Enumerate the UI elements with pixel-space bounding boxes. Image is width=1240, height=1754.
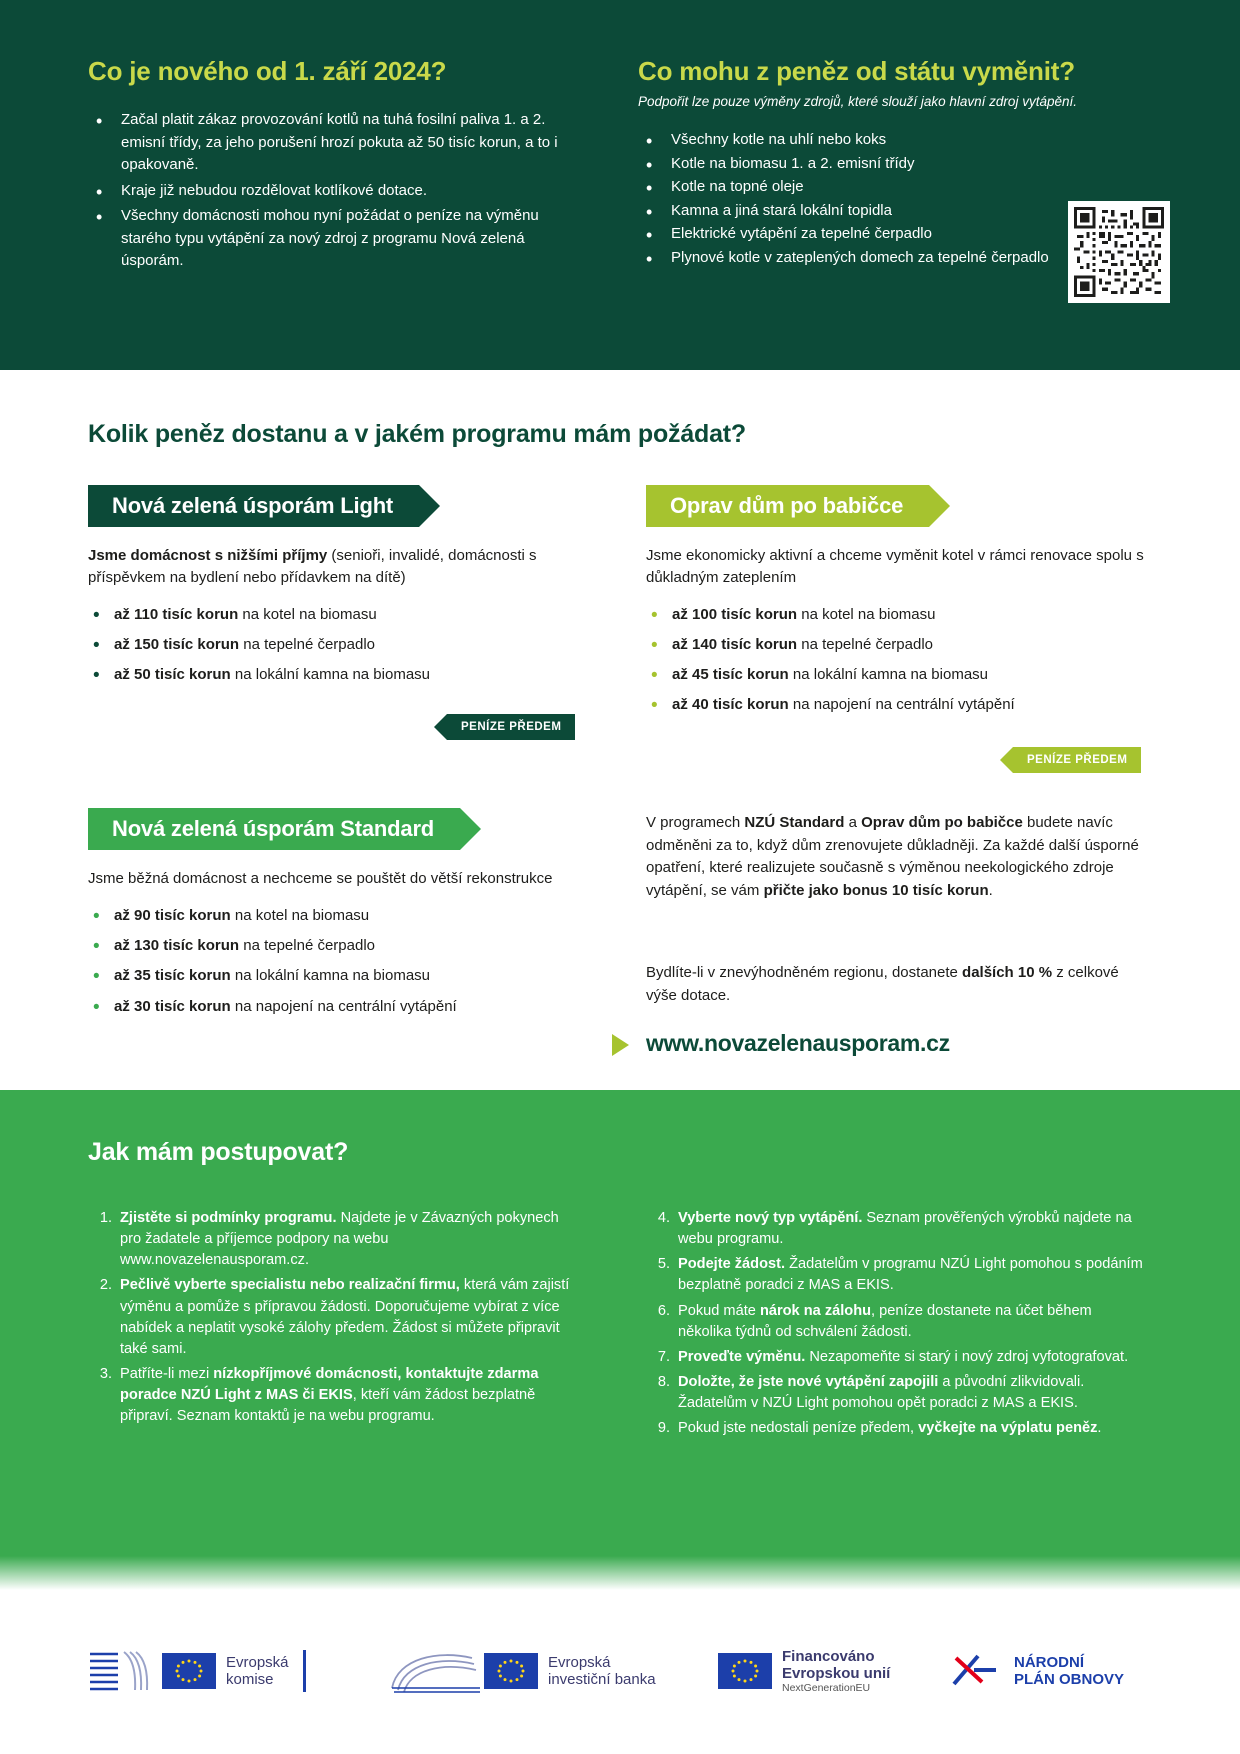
eu-flag-icon xyxy=(162,1653,216,1689)
benefit-text: na napojení na centrální vytápění xyxy=(230,997,457,1015)
step-bold: Proveďte výměnu. xyxy=(678,1348,806,1365)
list-item xyxy=(88,1275,578,1360)
benefit-amount: až 45 tisíc korun xyxy=(672,666,789,683)
benefit-amount: až 90 tisíc korun xyxy=(114,906,231,924)
step-number: 8. xyxy=(657,1374,670,1391)
benefit-text: na lokální kamna na biomasu xyxy=(230,967,431,985)
ec-emblem-icon xyxy=(88,1644,156,1698)
step-number: 9. xyxy=(657,1420,670,1437)
logo-line-2: Evropskou unií xyxy=(782,1664,891,1682)
funded-by-eu-logo xyxy=(718,1648,948,1695)
list-item: • Všechny kotle na uhlí nebo koks xyxy=(638,129,1158,152)
logo-line-1: Evropská xyxy=(226,1653,289,1671)
howto-steps-right xyxy=(646,1208,1146,1444)
list-item xyxy=(88,663,588,686)
list-item: • Kotle na topné oleje xyxy=(638,176,1158,199)
list-item xyxy=(646,1347,1146,1368)
bonus-note-program-1: NZÚ Standard xyxy=(744,814,845,831)
program-lead xyxy=(646,545,1146,589)
program-card-oprav-dum xyxy=(646,485,1146,724)
list-item xyxy=(88,603,588,626)
benefit-text: na tepelné čerpadlo xyxy=(797,635,933,653)
bonus-note-part: a xyxy=(844,814,862,831)
exchange-options-subtitle: Podpořit lze pouze výměny zdrojů, které slouží jako hlavní zdroj vytápění. xyxy=(638,94,1077,109)
program-lead-bold: Jsme domácnost s nižšími příjmy xyxy=(88,547,328,564)
list-item xyxy=(646,663,1146,686)
benefit-text: na lokální kamna na biomasu xyxy=(788,666,989,683)
benefit-text: na tepelné čerpadlo xyxy=(239,635,375,653)
list-item xyxy=(646,603,1146,626)
step-bold: nízkopříjmové domácnosti, kontaktujte zdarma poradce NZÚ Light z MAS či EKIS xyxy=(120,1366,539,1404)
list-item xyxy=(646,633,1146,656)
howto-title: Jak mám postupovat? xyxy=(88,1138,349,1166)
bonus-note-part: budete navíc odměněni za to, když dům zrenovujete důkladněji. Za každé další úsporné opatření, které realizujete současně s výměnou neekologického zdroje vytápění, se vám xyxy=(646,814,1139,899)
step-number: 5. xyxy=(657,1256,670,1273)
list-item xyxy=(88,934,588,957)
program-ribbon-nzu-light xyxy=(88,485,419,527)
list-item xyxy=(646,1418,1146,1439)
step-number: 6. xyxy=(657,1302,670,1319)
logo-line-2: investiční banka xyxy=(548,1671,656,1688)
program-ribbon-nzu-standard xyxy=(88,808,460,850)
exchange-options-title: Co mohu z peněz od státu vyměnit? xyxy=(638,56,1075,86)
footer-logos-section xyxy=(0,1590,1240,1754)
program-benefits-list xyxy=(88,603,588,687)
step-text: Žadatelům v programu NZÚ Light pomohou s podáním bezplatně poradci z MAS a EKIS. xyxy=(678,1256,1143,1294)
program-card-nzu-light xyxy=(88,485,588,693)
qr-code-icon[interactable] xyxy=(1068,201,1170,303)
list-item: • Plynové kotle v zateplených domech za tepelné čerpadlo xyxy=(638,247,1158,270)
benefit-amount: až 40 tisíc korun xyxy=(672,696,789,714)
step-number: 4. xyxy=(657,1210,670,1226)
benefit-amount: až 110 tisíc korun xyxy=(114,605,239,623)
program-benefits-list xyxy=(646,603,1146,717)
national-recovery-plan-logo xyxy=(948,1648,1158,1694)
list-item xyxy=(646,1372,1146,1414)
step-number: 2. xyxy=(99,1277,112,1294)
program-ribbon-label: Oprav dům po babičce xyxy=(670,493,904,518)
list-item xyxy=(88,1364,578,1427)
recovery-plan-mark-icon xyxy=(948,1648,1006,1694)
list-item xyxy=(88,633,588,656)
list-item: • Elektrické vytápění za tepelné čerpadlo xyxy=(638,223,1158,246)
benefit-amount: až 50 tisíc korun xyxy=(114,666,231,683)
badge-notch-icon xyxy=(434,714,447,740)
benefit-amount: až 30 tisíc korun xyxy=(114,997,231,1015)
program-website-link[interactable] xyxy=(646,1030,950,1057)
region-note-highlight: dalších 10 % xyxy=(962,964,1053,981)
logo-sub: NextGenerationEU xyxy=(782,1682,871,1695)
step-bold: nárok na zálohu xyxy=(759,1302,872,1319)
ribbon-arrow-icon xyxy=(929,485,950,527)
badge-money-upfront-light xyxy=(447,714,575,740)
steps-list xyxy=(646,1208,1146,1440)
european-commission-logo xyxy=(88,1644,388,1698)
ribbon-arrow-icon xyxy=(460,808,481,850)
benefit-text: na napojení na centrální vytápění xyxy=(788,696,1015,714)
benefit-amount: až 130 tisíc korun xyxy=(114,937,240,954)
region-note xyxy=(646,962,1146,1007)
benefit-amount: až 100 tisíc korun xyxy=(672,605,798,623)
step-text: Najdete je v Závazných pokynech pro žadatele a příjemce podpory na webu www.novazelenausporam.cz. xyxy=(120,1210,559,1269)
badge-money-upfront-oprav xyxy=(1013,747,1141,773)
list-item xyxy=(646,1301,1146,1343)
step-text: Pokud máte xyxy=(678,1302,760,1319)
list-item xyxy=(88,1208,578,1271)
logo-line-2: PLÁN OBNOVY xyxy=(1014,1671,1125,1688)
website-url-label: www.novazelenausporam.cz xyxy=(646,1030,950,1056)
step-bold: Pečlivě vyberte specialistu nebo realizační firmu, xyxy=(120,1277,460,1294)
badge-notch-icon xyxy=(1000,747,1013,773)
whats-new-title: Co je nového od 1. září 2024? xyxy=(88,56,447,86)
whats-new-list xyxy=(88,109,588,273)
exchange-options-column xyxy=(638,56,1158,276)
ribbon-arrow-icon xyxy=(419,485,440,527)
step-number: 1. xyxy=(99,1210,112,1226)
eu-flag-icon xyxy=(718,1653,772,1689)
step-bold: Zjistěte si podmínky programu. xyxy=(120,1210,337,1226)
list-item xyxy=(88,995,588,1018)
step-text: Seznam prověřených výrobků najdete na webu programu. xyxy=(678,1210,1132,1248)
steps-list xyxy=(88,1208,578,1428)
benefit-amount: až 140 tisíc korun xyxy=(672,635,798,653)
step-text-2: , peníze dostanete na účet během několika týdnů od schválení žádosti. xyxy=(678,1302,1092,1340)
list-item: • Kraje již nebudou rozdělovat kotlíkové dotace. xyxy=(88,180,588,203)
bonus-note-highlight: přičte jako bonus 10 tisíc korun xyxy=(763,881,989,899)
howto-section xyxy=(0,1090,1240,1590)
program-lead xyxy=(88,868,588,890)
play-triangle-icon xyxy=(612,1034,629,1056)
logo-line-2: komise xyxy=(226,1671,274,1688)
step-bold: Podejte žádost. xyxy=(678,1256,786,1273)
program-ribbon-label: Nová zelená úsporám Standard xyxy=(112,816,435,841)
list-item xyxy=(88,964,588,987)
logo-line-1: NÁRODNÍ xyxy=(1014,1653,1084,1671)
bonus-note-program-2: Oprav dům po babičce xyxy=(861,814,1023,831)
news-band xyxy=(0,0,1240,370)
step-text-2: , kteří vám žádost bezplatně připraví. Seznam kontaktů je na webu programu. xyxy=(120,1387,536,1425)
program-ribbon-label: Nová zelená úsporám Light xyxy=(112,493,394,518)
benefit-text: na kotel na biomasu xyxy=(230,906,370,924)
list-item xyxy=(646,1254,1146,1296)
list-item xyxy=(646,1208,1146,1250)
step-text: Patříte-li mezi xyxy=(120,1366,214,1383)
list-item xyxy=(646,693,1146,716)
step-text: Nezapomeňte si starý i nový zdroj vyfotografovat. xyxy=(805,1348,1129,1365)
step-text: která vám zajistí výměnu a pomůže s přípravou žádosti. Doporučujeme vybírat z více nabídek a neplatit vysoké zálohy předem. Žádost si můžete připravit také sami. xyxy=(120,1277,570,1357)
step-text-2: . xyxy=(1097,1420,1102,1437)
program-benefits-list xyxy=(88,904,588,1018)
benefit-text: na lokální kamna na biomasu xyxy=(230,666,431,683)
step-bold: Doložte, že jste nové vytápění zapojili xyxy=(678,1374,939,1391)
logo-line-1: Financováno xyxy=(782,1647,875,1665)
list-item: • Kotle na biomasu 1. a 2. emisní třídy xyxy=(638,153,1158,176)
badge-label: PENÍZE PŘEDEM xyxy=(461,721,562,733)
european-investment-bank-logo xyxy=(388,1644,718,1698)
list-item xyxy=(88,904,588,927)
list-item: • Kamna a jiná stará lokální topidla xyxy=(638,200,1158,223)
eu-flag-icon xyxy=(484,1653,538,1689)
whats-new-column xyxy=(88,56,588,276)
bonus-note-part: . xyxy=(988,881,993,899)
step-number: 7. xyxy=(657,1348,670,1365)
benefit-text: na tepelné čerpadlo xyxy=(239,937,375,954)
logo-divider xyxy=(303,1650,306,1692)
step-text: Pokud jste nedostali peníze předem, xyxy=(678,1420,919,1437)
logo-line-1: Evropská xyxy=(548,1653,611,1671)
region-note-part: z celkové výše dotace. xyxy=(646,964,1119,1004)
benefit-amount: až 150 tisíc korun xyxy=(114,635,240,653)
benefit-amount: až 35 tisíc korun xyxy=(114,967,231,985)
badge-label: PENÍZE PŘEDEM xyxy=(1027,754,1128,766)
benefit-text: na kotel na biomasu xyxy=(797,605,936,623)
step-number: 3. xyxy=(99,1366,112,1383)
step-bold: Vyberte nový typ vytápění. xyxy=(678,1210,863,1226)
region-note-part: Bydlíte-li v znevýhodněném regionu, dostanete xyxy=(646,964,963,981)
howto-steps-left xyxy=(88,1208,578,1432)
list-item: • Všechny domácnosti mohou nyní požádat o peníze na výměnu starého typu vytápění za nový zdroj z programu Nová zelená úsporám. xyxy=(88,205,588,273)
program-ribbon-oprav-dum xyxy=(646,485,929,527)
program-lead xyxy=(88,545,588,589)
benefit-text: na kotel na biomasu xyxy=(238,605,377,623)
step-bold: vyčkejte na výplatu peněz xyxy=(918,1420,1098,1437)
programs-title: Kolik peněz dostanu a v jakém programu mám požádat? xyxy=(88,420,747,448)
program-lead-rest: (senioři, invalidé, domácnosti s příspěvkem na bydlení nebo přídavkem na dítě) xyxy=(88,547,537,586)
program-card-nzu-standard xyxy=(88,808,588,1025)
list-item: • Začal platit zákaz provozování kotlů na tuhá fosilní paliva 1. a 2. emisní třídy, za jeho porušení hrozí pokuta až 50 tisíc korun, a to i opakovaně. xyxy=(88,109,588,177)
section-fade-divider xyxy=(0,1556,1240,1590)
bonus-note-part: V programech xyxy=(646,814,745,831)
program-lead-rest: Jsme běžná domácnost a nechceme se pouštět do větší rekonstrukce xyxy=(88,870,553,887)
bonus-note xyxy=(646,812,1146,902)
program-lead-rest: Jsme ekonomicky aktivní a chceme vyměnit kotel v rámci renovace spolu s důkladným zateplením xyxy=(646,547,1144,586)
step-text: a původní zlikvidovali. Žadatelům v NZÚ Light pomohou opět poradci z MAS a EKIS. xyxy=(678,1374,1085,1412)
